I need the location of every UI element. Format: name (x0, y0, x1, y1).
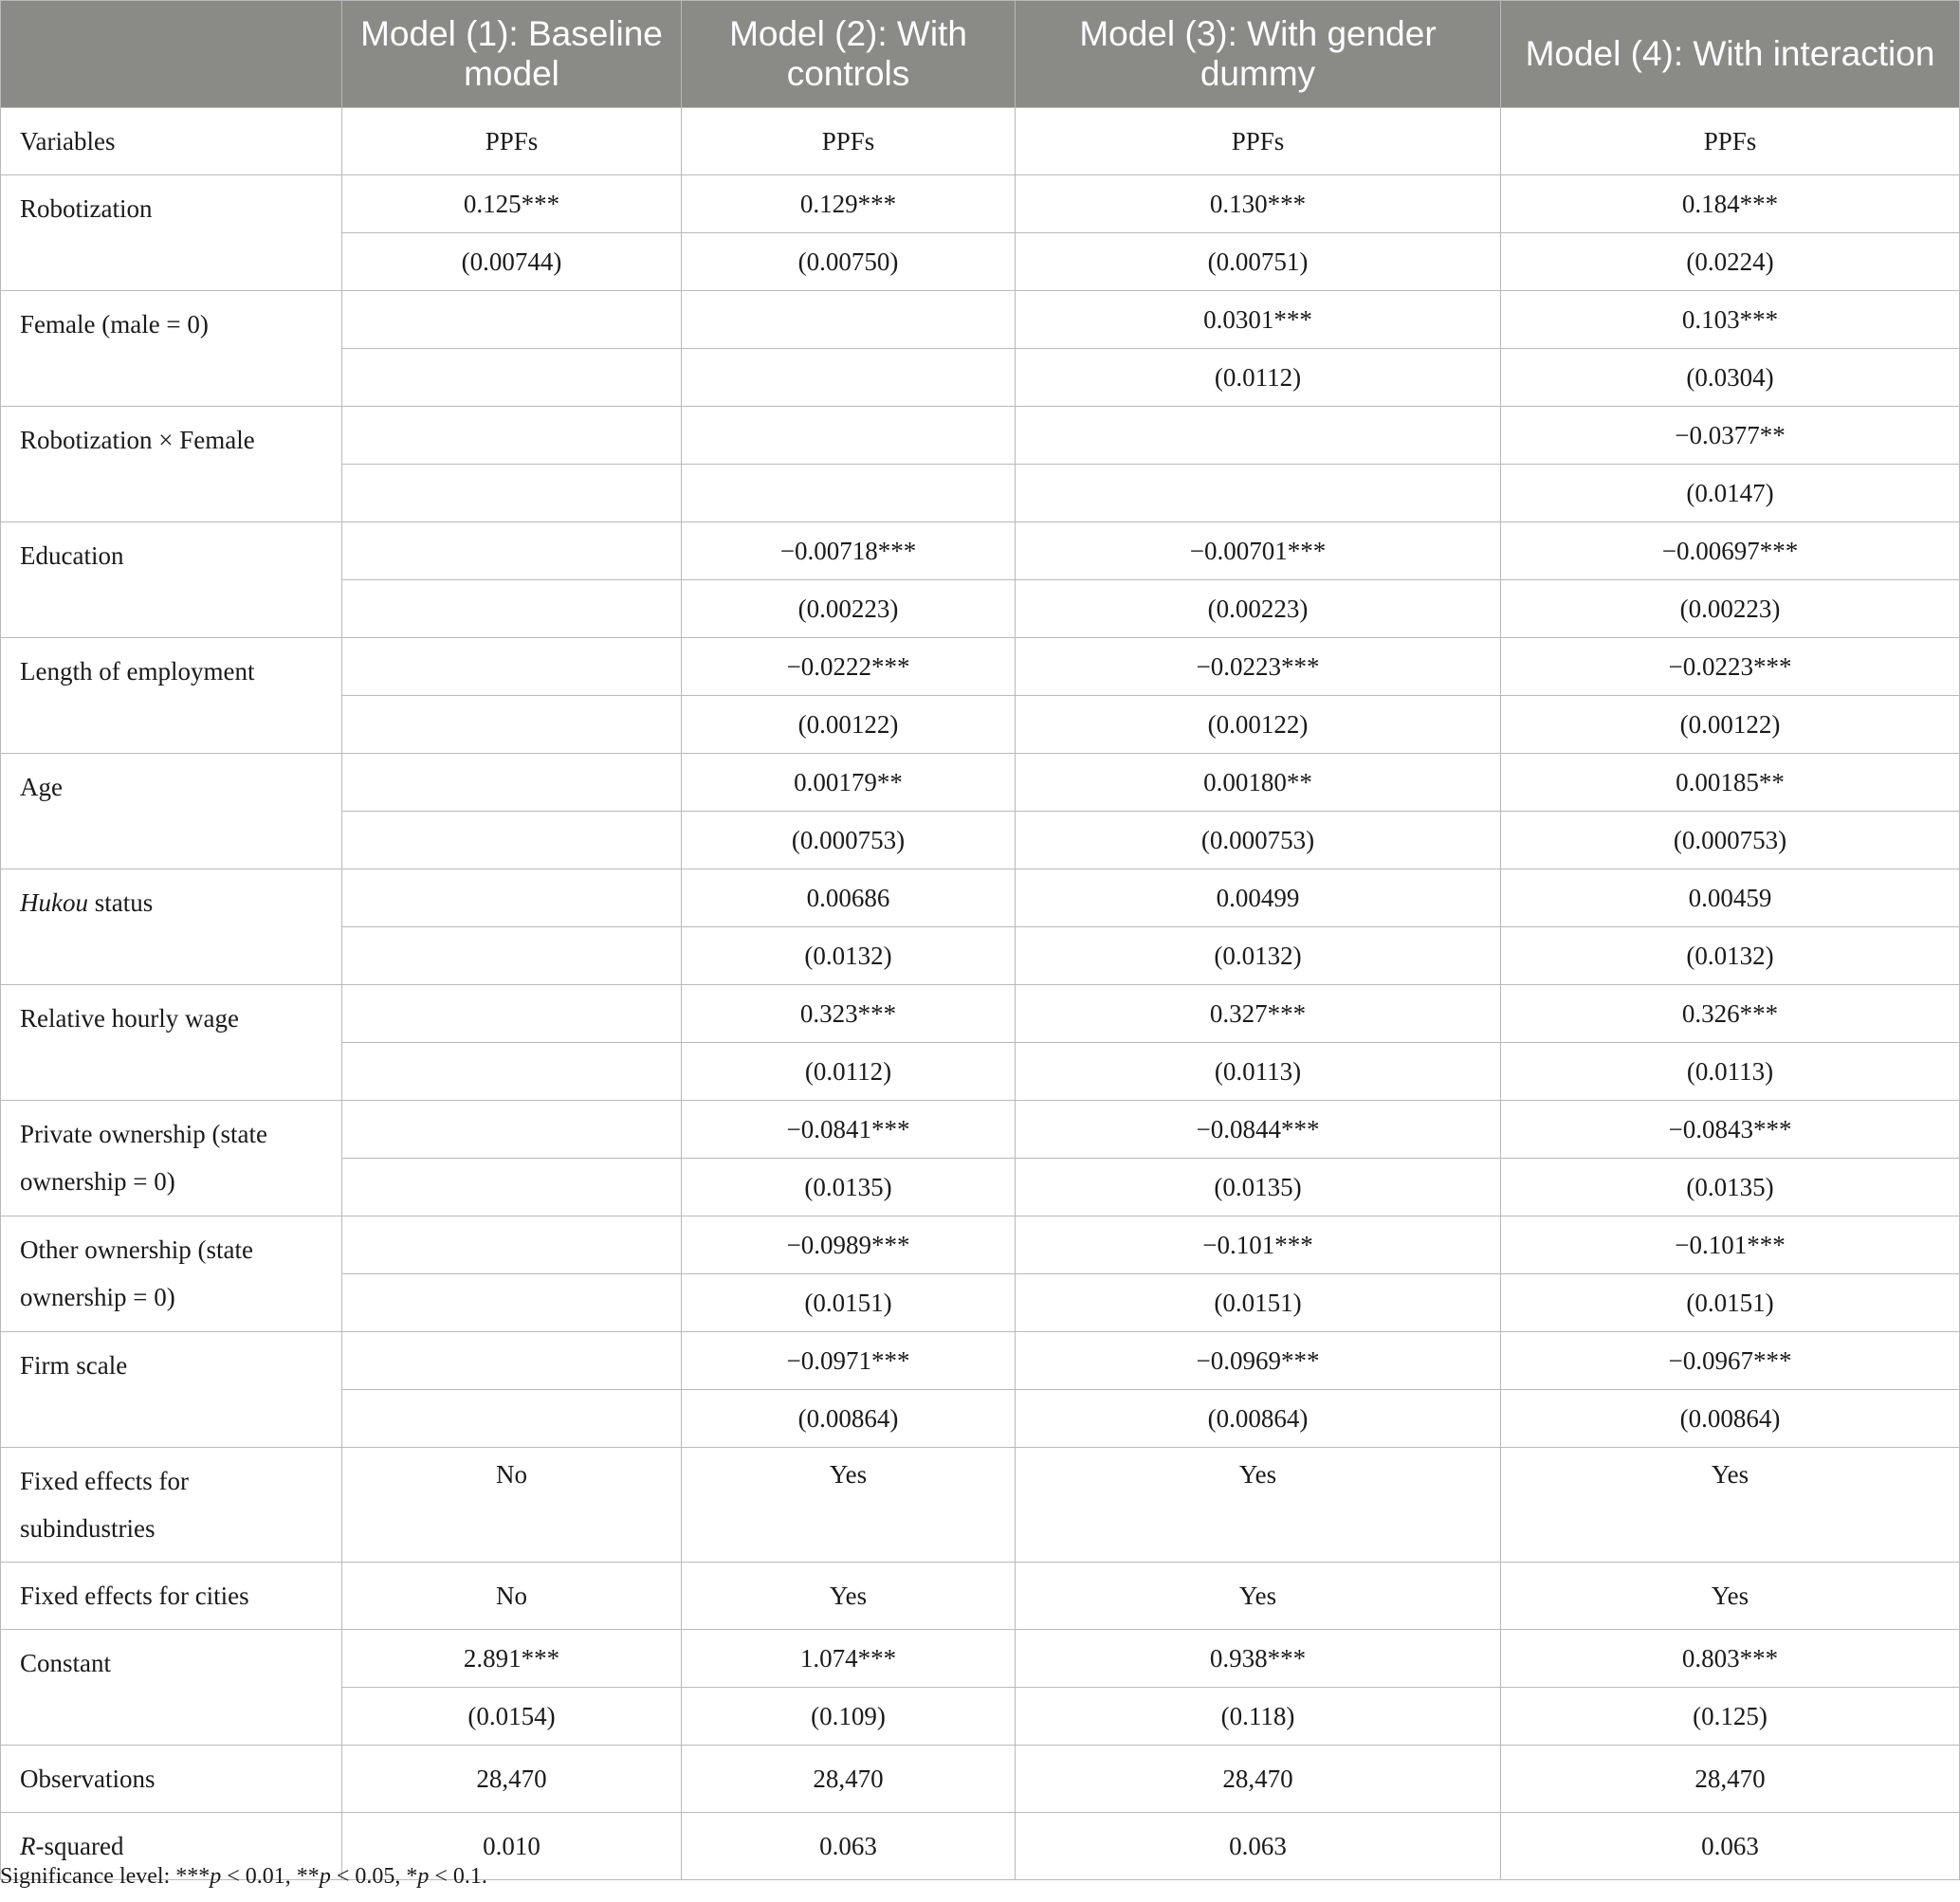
coefficient-cell: 0.00459 (1501, 869, 1960, 927)
value-cell: Yes (682, 1563, 1016, 1630)
coefficient-cell: 0.803*** (1501, 1630, 1960, 1688)
standard-error-cell: (0.00864) (682, 1390, 1016, 1448)
value-cell: 0.010 (342, 1813, 682, 1880)
value-cell: 0.063 (682, 1813, 1016, 1880)
table-row (1, 1746, 1960, 1813)
coefficient-cell (682, 407, 1016, 465)
table-row (1, 108, 1960, 175)
table-body (1, 108, 1960, 1880)
coefficient-cell: −0.0969*** (1016, 1332, 1501, 1390)
coefficient-cell (342, 522, 682, 580)
header-row (1, 1, 1960, 108)
table-row-coefficient (1, 1332, 1960, 1390)
coefficient-cell: 0.00180** (1016, 754, 1501, 812)
standard-error-cell: (0.109) (682, 1688, 1016, 1746)
row-label: Firm scale (1, 1332, 342, 1448)
standard-error-cell: (0.0112) (1016, 349, 1501, 407)
value-cell: 0.063 (1016, 1813, 1501, 1880)
row-label: Robotization × Female (1, 407, 342, 522)
coefficient-cell (342, 754, 682, 812)
table-row-coefficient (1, 869, 1960, 927)
value-cell: No (342, 1563, 682, 1630)
standard-error-cell: (0.00223) (1501, 580, 1960, 638)
standard-error-cell: (0.118) (1016, 1688, 1501, 1746)
row-label: Robotization (1, 175, 342, 291)
row-label: Age (1, 754, 342, 869)
standard-error-cell: (0.00223) (1016, 580, 1501, 638)
row-label: Other ownership (state ownership = 0) (1, 1216, 342, 1332)
standard-error-cell (342, 1159, 682, 1216)
row-label: Relative hourly wage (1, 985, 342, 1101)
standard-error-cell: (0.0135) (1016, 1159, 1501, 1216)
standard-error-cell: (0.0135) (682, 1159, 1016, 1216)
standard-error-cell (342, 696, 682, 754)
header-model-4: Model (4): With interaction (1501, 1, 1960, 108)
coefficient-cell: 0.103*** (1501, 291, 1960, 349)
coefficient-cell: −0.101*** (1501, 1216, 1960, 1274)
standard-error-cell: (0.0304) (1501, 349, 1960, 407)
row-label-text: -squared (35, 1832, 124, 1860)
standard-error-cell (342, 1274, 682, 1332)
standard-error-cell: (0.00864) (1501, 1390, 1960, 1448)
coefficient-cell (342, 1216, 682, 1274)
coefficient-cell: 0.938*** (1016, 1630, 1501, 1688)
standard-error-cell: (0.0135) (1501, 1159, 1960, 1216)
standard-error-cell: (0.000753) (682, 812, 1016, 869)
coefficient-cell: −0.101*** (1016, 1216, 1501, 1274)
value-cell: 28,470 (342, 1746, 682, 1813)
coefficient-cell: 0.129*** (682, 175, 1016, 233)
coefficient-cell (342, 1101, 682, 1159)
standard-error-cell (682, 465, 1016, 522)
row-label-italic: Hukou (20, 888, 88, 917)
value-cell: Yes (1501, 1563, 1960, 1630)
value-cell: 28,470 (682, 1746, 1016, 1813)
table-row-coefficient (1, 985, 1960, 1043)
value-cell: PPFs (342, 108, 682, 175)
standard-error-cell: (0.000753) (1016, 812, 1501, 869)
standard-error-cell: (0.00751) (1016, 233, 1501, 291)
standard-error-cell: (0.00744) (342, 233, 682, 291)
coefficient-cell: 2.891*** (342, 1630, 682, 1688)
coefficient-cell: −0.0223*** (1501, 638, 1960, 696)
standard-error-cell (342, 465, 682, 522)
standard-error-cell (342, 927, 682, 985)
coefficient-cell: 0.0301*** (1016, 291, 1501, 349)
standard-error-cell (342, 1043, 682, 1101)
coefficient-cell: −0.0967*** (1501, 1332, 1960, 1390)
row-label: Education (1, 522, 342, 638)
coefficient-cell: −0.00701*** (1016, 522, 1501, 580)
standard-error-cell: (0.0224) (1501, 233, 1960, 291)
standard-error-cell: (0.125) (1501, 1688, 1960, 1746)
row-label: Constant (1, 1630, 342, 1746)
p-symbol: p (319, 1864, 331, 1889)
value-cell: 28,470 (1016, 1746, 1501, 1813)
coefficient-cell: 0.326*** (1501, 985, 1960, 1043)
standard-error-cell: (0.0151) (682, 1274, 1016, 1332)
value-cell: PPFs (1016, 108, 1501, 175)
row-label (1, 869, 342, 985)
coefficient-cell: 0.323*** (682, 985, 1016, 1043)
row-label: Variables (1, 108, 342, 175)
standard-error-cell: (0.0132) (1016, 927, 1501, 985)
coefficient-cell (1016, 407, 1501, 465)
coefficient-cell: 0.00499 (1016, 869, 1501, 927)
standard-error-cell: (0.0113) (1501, 1043, 1960, 1101)
value-cell: 28,470 (1501, 1746, 1960, 1813)
coefficient-cell: 1.074*** (682, 1630, 1016, 1688)
coefficient-cell: 0.130*** (1016, 175, 1501, 233)
standard-error-cell: (0.00122) (682, 696, 1016, 754)
coefficient-cell: 0.00686 (682, 869, 1016, 927)
coefficient-cell: −0.0841*** (682, 1101, 1016, 1159)
value-cell: PPFs (1501, 108, 1960, 175)
standard-error-cell: (0.00223) (682, 580, 1016, 638)
standard-error-cell: (0.0112) (682, 1043, 1016, 1101)
standard-error-cell: (0.0132) (682, 927, 1016, 985)
header-model-3: Model (3): With gender dummy (1016, 1, 1501, 108)
standard-error-cell: (0.0132) (1501, 927, 1960, 985)
table-row-coefficient (1, 407, 1960, 465)
standard-error-cell (342, 349, 682, 407)
coefficient-cell: −0.00697*** (1501, 522, 1960, 580)
coefficient-cell: 0.327*** (1016, 985, 1501, 1043)
coefficient-cell: 0.184*** (1501, 175, 1960, 233)
p-symbol: p (417, 1864, 430, 1889)
table-row-coefficient (1, 1630, 1960, 1688)
standard-error-cell (342, 812, 682, 869)
table-row (1, 1448, 1960, 1563)
coefficient-cell (342, 869, 682, 927)
standard-error-cell: (0.000753) (1501, 812, 1960, 869)
table-row-coefficient (1, 1216, 1960, 1274)
significance-footnote: Significance level: ***p < 0.01, **p < 0.05, *p < 0.1. (0, 1864, 487, 1889)
standard-error-cell: (0.00750) (682, 233, 1016, 291)
standard-error-cell: (0.00122) (1501, 696, 1960, 754)
header-model-2: Model (2): With controls (682, 1, 1016, 108)
coefficient-cell: −0.0843*** (1501, 1101, 1960, 1159)
standard-error-cell: (0.00864) (1016, 1390, 1501, 1448)
header-corner (1, 1, 342, 108)
coefficient-cell: −0.0844*** (1016, 1101, 1501, 1159)
coefficient-cell (342, 407, 682, 465)
table-row-coefficient (1, 522, 1960, 580)
value-cell: Yes (1016, 1563, 1501, 1630)
coefficient-cell: 0.00179** (682, 754, 1016, 812)
row-label: Fixed effects for cities (1, 1563, 342, 1630)
coefficient-cell: −0.0377** (1501, 407, 1960, 465)
standard-error-cell: (0.0113) (1016, 1043, 1501, 1101)
coefficient-cell: 0.125*** (342, 175, 682, 233)
row-label: Private ownership (state ownership = 0) (1, 1101, 342, 1216)
standard-error-cell: (0.0151) (1016, 1274, 1501, 1332)
table-row-coefficient (1, 638, 1960, 696)
p-symbol: p (210, 1864, 222, 1889)
coefficient-cell (342, 638, 682, 696)
table-row-coefficient (1, 1101, 1960, 1159)
coefficient-cell: −0.0971*** (682, 1332, 1016, 1390)
standard-error-cell (682, 349, 1016, 407)
row-label: Female (male = 0) (1, 291, 342, 407)
standard-error-cell: (0.0147) (1501, 465, 1960, 522)
coefficient-cell: −0.0223*** (1016, 638, 1501, 696)
standard-error-cell (342, 1390, 682, 1448)
coefficient-cell: −0.0989*** (682, 1216, 1016, 1274)
header-model-1: Model (1): Baseline model (342, 1, 682, 108)
value-cell: Yes (682, 1448, 1016, 1563)
standard-error-cell (1016, 465, 1501, 522)
row-label: Length of employment (1, 638, 342, 754)
value-cell: 0.063 (1501, 1813, 1960, 1880)
standard-error-cell: (0.0154) (342, 1688, 682, 1746)
value-cell: No (342, 1448, 682, 1563)
coefficient-cell (342, 1332, 682, 1390)
coefficient-cell: 0.00185** (1501, 754, 1960, 812)
row-label-italic: R (20, 1832, 36, 1860)
table-row-coefficient (1, 291, 1960, 349)
coefficient-cell (342, 985, 682, 1043)
standard-error-cell: (0.0151) (1501, 1274, 1960, 1332)
coefficient-cell (682, 291, 1016, 349)
value-cell: Yes (1016, 1448, 1501, 1563)
value-cell: PPFs (682, 108, 1016, 175)
standard-error-cell (342, 580, 682, 638)
table-row (1, 1563, 1960, 1630)
row-label-text: status (87, 888, 154, 917)
coefficient-cell (342, 291, 682, 349)
row-label: Fixed effects for subindustries (1, 1448, 342, 1563)
value-cell: Yes (1501, 1448, 1960, 1563)
coefficient-cell: −0.0222*** (682, 638, 1016, 696)
standard-error-cell: (0.00122) (1016, 696, 1501, 754)
table-row-coefficient (1, 175, 1960, 233)
table-row-coefficient (1, 754, 1960, 812)
coefficient-cell: −0.00718*** (682, 522, 1016, 580)
row-label: Observations (1, 1746, 342, 1813)
